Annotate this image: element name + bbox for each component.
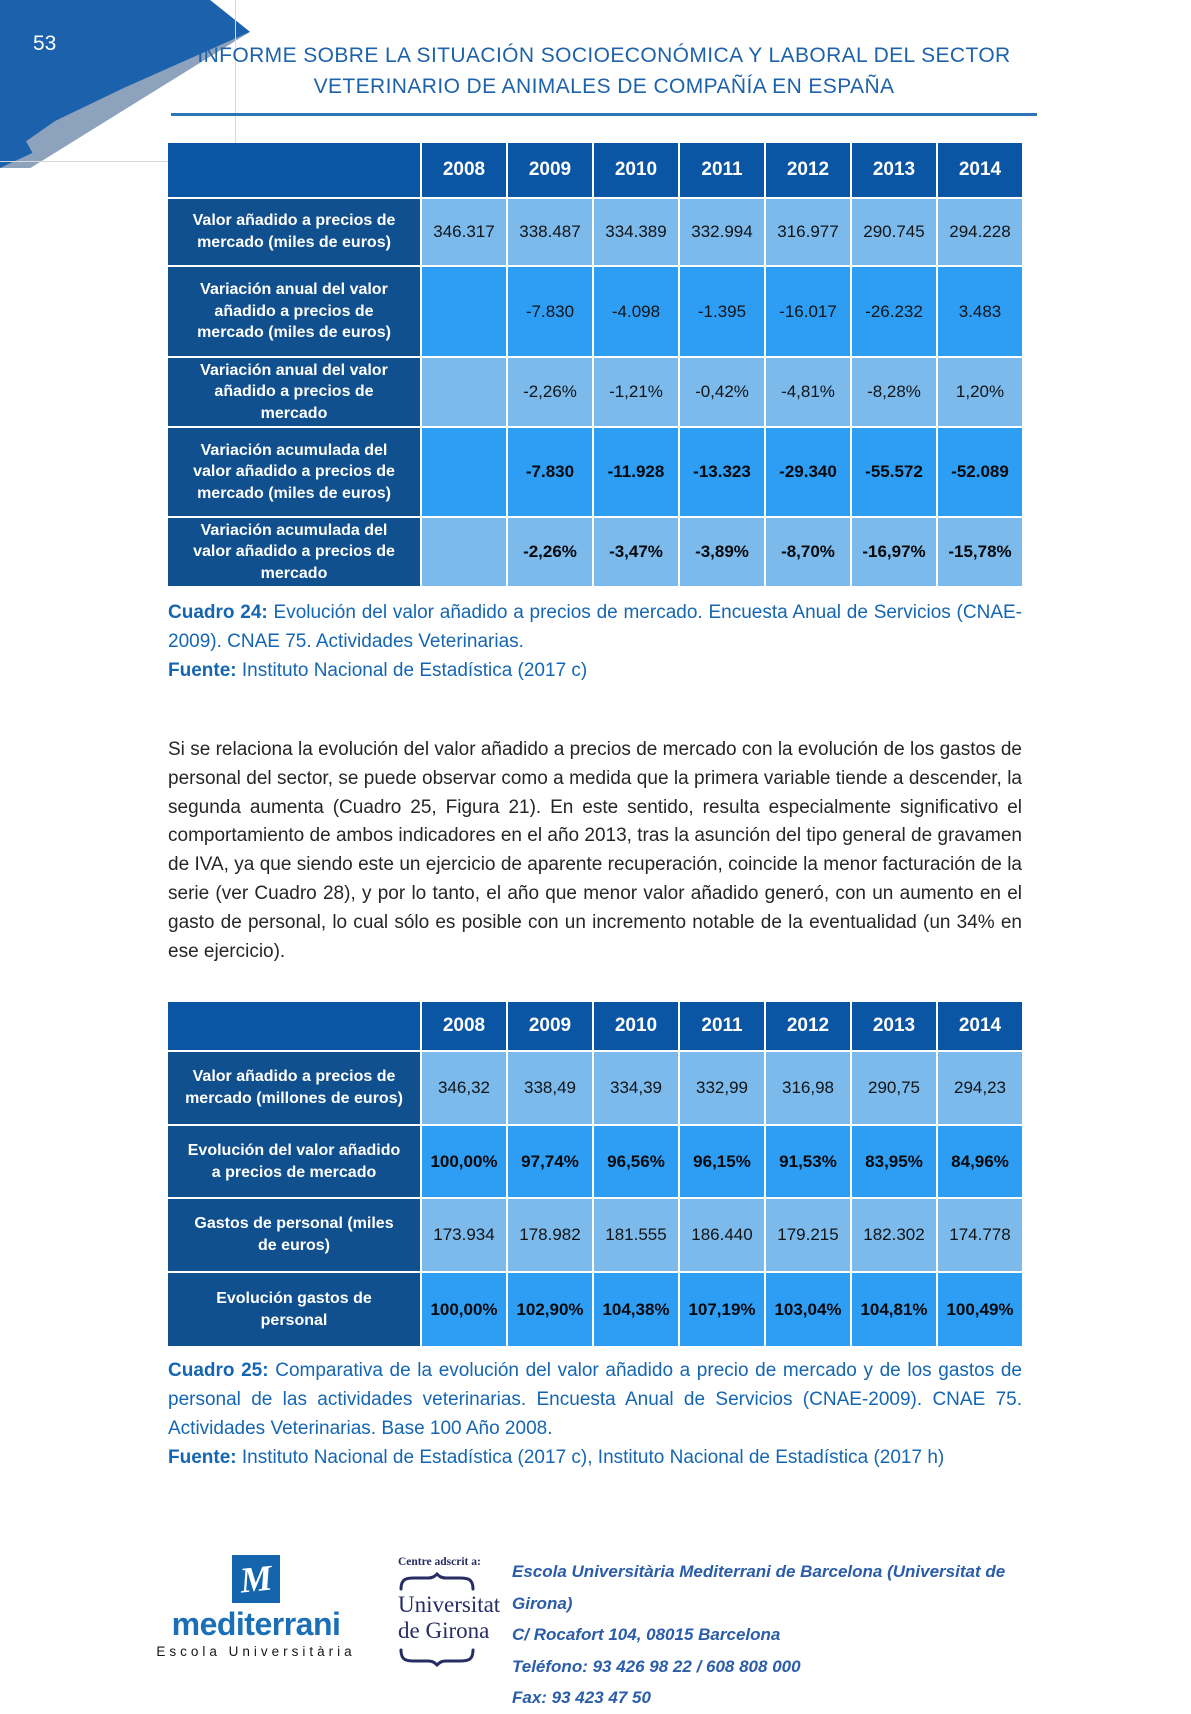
contact-phone-line: Teléfono: 93 426 98 22 / 608 808 000 [512, 1656, 801, 1676]
data-cell: -3,89% [680, 518, 764, 586]
caption-label: Cuadro 24: [168, 602, 268, 623]
source-label: Fuente: [168, 660, 237, 681]
udg-brace-top-icon [398, 1573, 476, 1590]
caption-text [168, 1356, 1022, 1443]
data-cell: -4.098 [594, 267, 678, 356]
data-cell: 338.487 [508, 199, 592, 265]
data-cell: 103,04% [766, 1273, 850, 1346]
data-cell: 294,23 [938, 1052, 1022, 1124]
source-body: Instituto Nacional de Estadística (2017 c) [241, 660, 588, 681]
udg-line-1: Universitat [398, 1592, 501, 1617]
data-cell: 91,53% [766, 1126, 850, 1197]
year-header: 2013 [852, 1002, 936, 1050]
caption-label: Cuadro 25: [168, 1360, 269, 1381]
data-cell: 97,74% [508, 1126, 592, 1197]
data-cell: 316.977 [766, 199, 850, 265]
year-header: 2008 [422, 1002, 506, 1050]
year-header: 2014 [938, 1002, 1022, 1050]
mediterrani-logo [150, 1555, 362, 1659]
title-rule [171, 113, 1037, 116]
data-cell: -1.395 [680, 267, 764, 356]
year-header: 2008 [422, 143, 506, 197]
data-cell: -4,81% [766, 358, 850, 426]
data-cell: 346,32 [422, 1052, 506, 1124]
year-header: 2010 [594, 143, 678, 197]
source-body: Instituto Nacional de Estadística (2017 c), Instituto Nacional de Estadística (2017 h) [241, 1447, 945, 1468]
data-cell: 96,15% [680, 1126, 764, 1197]
contact-address-line: C/ Rocafort 104, 08015 Barcelona [512, 1625, 781, 1644]
data-cell: -7.830 [508, 267, 592, 356]
data-cell: 182.302 [852, 1199, 936, 1271]
mediterrani-m-glyph: M [237, 1557, 275, 1601]
table-header-spacer [168, 143, 420, 197]
row-label: Variación anual del valor añadido a precios de mercado (miles de euros) [168, 267, 420, 356]
udg-line-2: de Girona [398, 1618, 490, 1643]
page-number: 53 [33, 32, 57, 55]
title-line-2: VETERINARIO DE ANIMALES DE COMPAÑÍA EN ESPAÑA [313, 75, 895, 98]
row-label: Valor añadido a precios de mercado (millones de euros) [168, 1052, 420, 1124]
row-label: Valor añadido a precios de mercado (miles de euros) [168, 199, 420, 265]
row-label: Evolución gastos de personal [168, 1273, 420, 1346]
year-header: 2014 [938, 143, 1022, 197]
caption-body: Evolución del valor añadido a precios de mercado. Encuesta Anual de Servicios (CNAE-2009). CNAE 75. Actividades Veterinarias. [168, 602, 1022, 652]
table-cuadro-24 [168, 143, 1022, 586]
caption-cuadro-24 [168, 598, 1022, 685]
data-cell: 178.982 [508, 1199, 592, 1271]
data-cell: 290,75 [852, 1052, 936, 1124]
year-header: 2011 [680, 1002, 764, 1050]
data-cell: -8,70% [766, 518, 850, 586]
data-cell: 83,95% [852, 1126, 936, 1197]
data-cell: -2,26% [508, 358, 592, 426]
data-cell: 332,99 [680, 1052, 764, 1124]
data-cell: 96,56% [594, 1126, 678, 1197]
data-cell: -7.830 [508, 428, 592, 516]
caption-source [168, 1443, 1022, 1472]
data-cell: 100,49% [938, 1273, 1022, 1346]
row-label: Evolución del valor añadido a precios de mercado [168, 1126, 420, 1197]
mediterrani-logo-icon [232, 1555, 280, 1603]
year-header: 2012 [766, 143, 850, 197]
data-cell: 3.483 [938, 267, 1022, 356]
table-cuadro-25 [168, 1002, 1022, 1346]
data-cell: 104,81% [852, 1273, 936, 1346]
row-label: Variación anual del valor añadido a precios de mercado [168, 358, 420, 426]
data-cell: 181.555 [594, 1199, 678, 1271]
data-cell: 104,38% [594, 1273, 678, 1346]
report-title [171, 40, 1037, 116]
body-paragraph: Si se relaciona la evolución del valor añadido a precios de mercado con la evolución de los gastos de personal del sector, se puede observar como a medida que la primera variable tiende a descender, la segunda aumenta (Cuadro 25, Figura 21). En este sentido, resulta especialmente significativo el comportamiento de ambos indicadores en el año 2013, tras la asunción del tipo general de gravamen de IVA, ya que siendo este un ejercicio de aparente recuperación, coincide la menor facturación de la serie (ver Cuadro 28), y por lo tanto, el año que menor valor añadido generó, con un aumento en el gasto de personal, lo cual sólo es posible con un incremento notable de la eventualidad (un 34% en ese ejercicio). [168, 739, 1022, 962]
row-label: Gastos de personal (miles de euros) [168, 1199, 420, 1271]
source-label: Fuente: [168, 1447, 237, 1468]
year-header: 2012 [766, 1002, 850, 1050]
data-cell: 334,39 [594, 1052, 678, 1124]
data-cell: 338,49 [508, 1052, 592, 1124]
year-header: 2010 [594, 1002, 678, 1050]
year-header: 2009 [508, 1002, 592, 1050]
data-cell: 174.778 [938, 1199, 1022, 1271]
caption-cuadro-25 [168, 1356, 1022, 1472]
data-cell: -2,26% [508, 518, 592, 586]
data-cell: 186.440 [680, 1199, 764, 1271]
data-cell: -52.089 [938, 428, 1022, 516]
contact-fax-line: Fax: 93 423 47 50 [512, 1688, 651, 1707]
table-header-spacer [168, 1002, 420, 1050]
data-cell [422, 358, 506, 426]
data-cell: -1,21% [594, 358, 678, 426]
header-divider-horizontal [0, 161, 168, 162]
data-cell: 332.994 [680, 199, 764, 265]
data-cell: -55.572 [852, 428, 936, 516]
title-line-1: INFORME SOBRE LA SITUACIÓN SOCIOECONÓMICA Y LABORAL DEL SECTOR [197, 44, 1011, 67]
data-cell: 102,90% [508, 1273, 592, 1346]
data-cell: -16,97% [852, 518, 936, 586]
data-cell: 294.228 [938, 199, 1022, 265]
row-label: Variación acumulada del valor añadido a precios de mercado [168, 518, 420, 586]
year-header: 2011 [680, 143, 764, 197]
data-cell: -13.323 [680, 428, 764, 516]
row-label: Variación acumulada del valor añadido a precios de mercado (miles de euros) [168, 428, 420, 516]
data-cell: 1,20% [938, 358, 1022, 426]
data-cell: 173.934 [422, 1199, 506, 1271]
data-cell: 316,98 [766, 1052, 850, 1124]
data-cell: -26.232 [852, 267, 936, 356]
udg-affiliation-label: Centre adscrit a: [398, 1556, 481, 1568]
contact-school-line: Escola Universitària Mediterrani de Barcelona (Universitat de Girona) [512, 1562, 1006, 1613]
data-cell: 334.389 [594, 199, 678, 265]
data-cell: 100,00% [422, 1273, 506, 1346]
footer-contact [512, 1556, 1032, 1714]
data-cell [422, 428, 506, 516]
data-cell: 290.745 [852, 199, 936, 265]
data-cell: 346.317 [422, 199, 506, 265]
udg-brace-bottom-icon [398, 1649, 476, 1666]
data-cell: -16.017 [766, 267, 850, 356]
data-cell: -8,28% [852, 358, 936, 426]
caption-text [168, 598, 1022, 656]
data-cell: -3,47% [594, 518, 678, 586]
data-cell: -15,78% [938, 518, 1022, 586]
caption-body: Comparativa de la evolución del valor añadido a precio de mercado y de los gastos de personal de las actividades veterinarias. Encuesta Anual de Servicios (CNAE-2009). CNAE 75. Actividades Veterinarias. Base 100 Año 2008. [168, 1360, 1022, 1439]
year-header: 2009 [508, 143, 592, 197]
year-header: 2013 [852, 143, 936, 197]
data-cell: 107,19% [680, 1273, 764, 1346]
data-cell: -11.928 [594, 428, 678, 516]
data-cell: 179.215 [766, 1199, 850, 1271]
caption-source [168, 656, 1022, 685]
mediterrani-subtitle: Escola Universitària [156, 1644, 356, 1659]
data-cell: 84,96% [938, 1126, 1022, 1197]
data-cell: -29.340 [766, 428, 850, 516]
data-cell [422, 267, 506, 356]
data-cell: 100,00% [422, 1126, 506, 1197]
data-cell [422, 518, 506, 586]
data-cell: -0,42% [680, 358, 764, 426]
mediterrani-wordmark: mediterrani [171, 1606, 341, 1642]
